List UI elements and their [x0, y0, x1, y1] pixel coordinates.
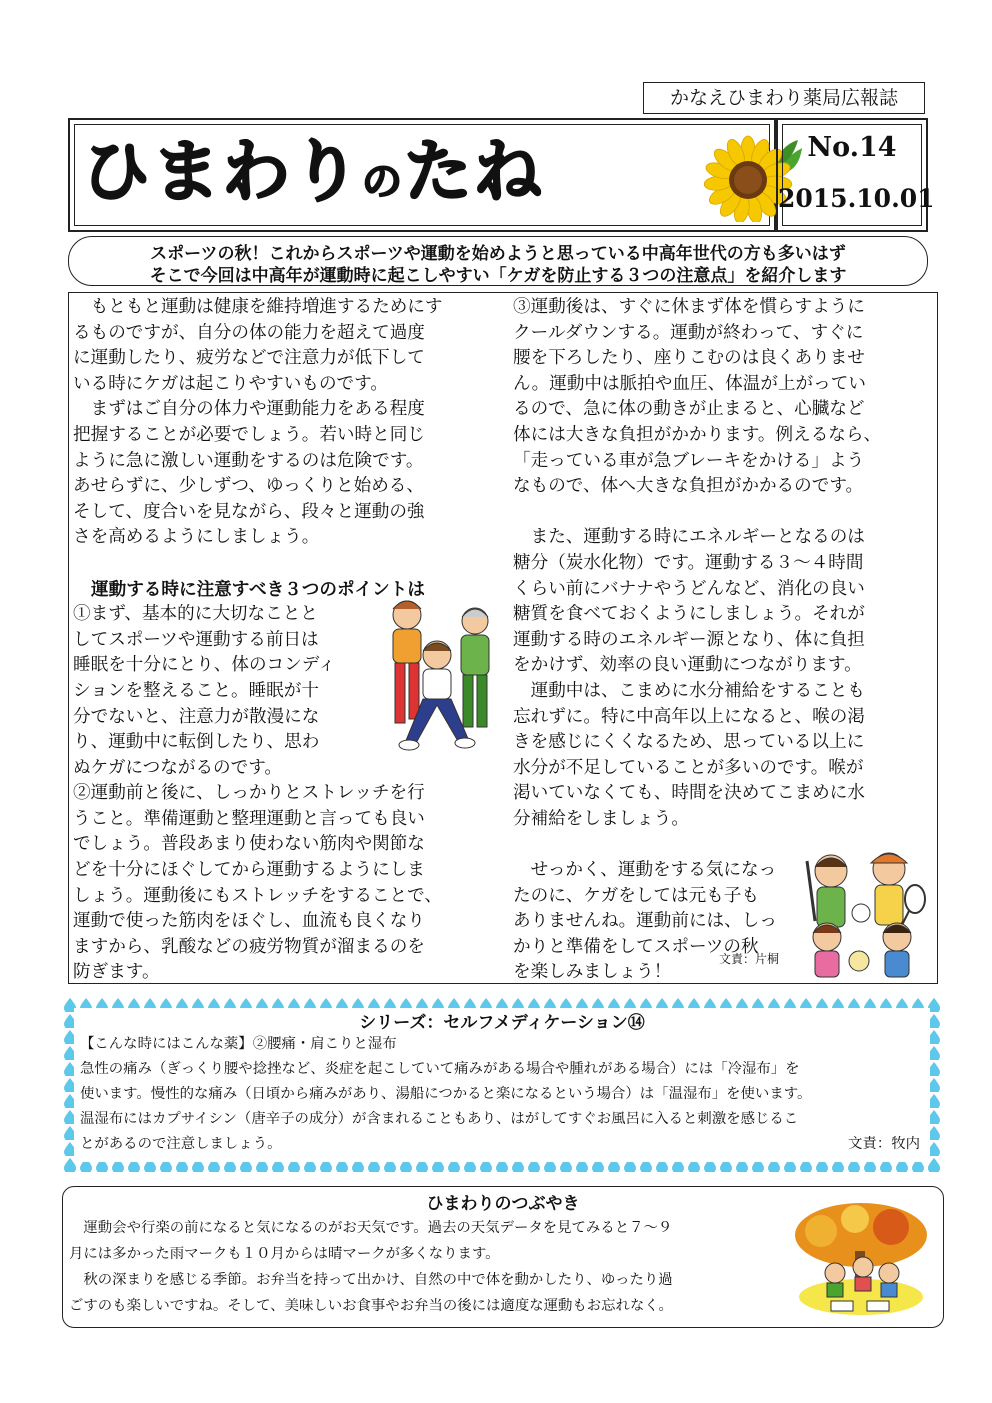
- point1-line: ションを整えること。睡眠が十: [73, 680, 319, 701]
- banner-line-1: スポーツの秋！これからスポーツや運動を始めようと思っている中高年世代の方も多いはず: [150, 244, 846, 264]
- tweet-line: 運動会や行楽の前になると気になるのがお天気です。過去の天気データを見てみると７～９: [69, 1220, 673, 1236]
- paragraph-line: あせらずに、少しずつ、ゆっくりと始める、: [73, 476, 424, 497]
- issue-box: [776, 118, 935, 232]
- closing-line: たのに、ケガをしては元も子も: [513, 885, 759, 906]
- publisher-label: かなえひまわり薬局広報誌: [643, 82, 925, 114]
- masthead: [68, 118, 776, 232]
- newsletter-title: ひまわりのたね: [82, 133, 545, 212]
- point1-line: 分でないと、注意力が散漫にな: [73, 706, 320, 727]
- himawari-tweet-box: [62, 1186, 944, 1328]
- article-credit: 文責：片桐: [719, 952, 780, 966]
- series-line: 【こんな時にはこんな薬】②腰痛・肩こりと湿布: [80, 1036, 397, 1052]
- series-credit: 文責：牧内: [848, 1136, 920, 1152]
- stretching-people-illustration: [365, 593, 505, 753]
- series-title: シリーズ：セルフメディケーション⑭: [359, 1013, 645, 1033]
- paragraph-line: また、運動する時にエネルギーとなるのは: [513, 527, 865, 548]
- self-medication-box: [62, 996, 942, 1174]
- point2-line: どを十分にほぐしてから運動するようにしま: [73, 860, 425, 881]
- point2-line: でしょう。普段あまり使わない筋肉や関節な: [73, 834, 425, 855]
- paragraph-line: なもので、体へ大きな負担がかかるのです。: [513, 476, 864, 497]
- point2-line: うこと。準備運動と整理運動と言っても良い: [73, 808, 425, 829]
- paragraph-line: をかけず、効率の良い運動につながります。: [513, 655, 862, 676]
- point2-line: ますから、乳酸などの疲労物質が溜まるのを: [73, 936, 425, 957]
- paragraph-line: もともと運動は健康を維持増進するためにす: [73, 297, 443, 317]
- closing-line: かりと準備をしてスポーツの秋: [513, 936, 759, 957]
- paragraph-line: 運動中は、こまめに水分補給をすることも: [513, 680, 865, 701]
- series-line: 使います。慢性的な痛み（日頃から痛みがあり、湯船につかると楽になるという場合）は「温湿布」を使います。: [80, 1086, 812, 1102]
- paragraph-line: るので、急に体の動きが止まると、心臓など: [513, 399, 865, 420]
- closing-line: ありませんね。運動前には、しっ: [513, 911, 777, 932]
- paragraph-line: くらい前にバナナやうどんなど、消化の良い: [513, 578, 865, 599]
- paragraph-line: 糖分（炭水化物）です。運動する３～４時間: [513, 552, 864, 573]
- points-heading: 運動する時に注意すべき３つのポイントは: [91, 578, 425, 600]
- intro-banner: [68, 236, 928, 286]
- autumn-picnic-illustration: [791, 1201, 931, 1319]
- tweet-line: ごすのも楽しいですね。そして、美味しいお食事やお弁当の後には適度な運動もお忘れなく。: [69, 1298, 673, 1314]
- tweet-body: [69, 1215, 673, 1319]
- tweet-line: 月には多かった雨マークも１０月からは晴マークが多くなります。: [69, 1246, 500, 1262]
- paragraph-line: クールダウンする。運動が終わって、すぐに: [513, 322, 864, 343]
- closing-line: を楽しみましょう！: [513, 962, 672, 983]
- point1-line: ①まず、基本的に大切なことと: [73, 604, 318, 625]
- paragraph-line: 腰を下ろしたり、座りこむのは良くありませ: [513, 348, 865, 369]
- issue-number: No.14: [807, 132, 897, 163]
- paragraph-line: ③運動後は、すぐに休まず体を慣らすように: [513, 297, 865, 317]
- closing-line: せっかく、運動をする気になっ: [513, 860, 777, 881]
- paragraph-line: 体には大きな負担がかかります。例えるなら、: [513, 424, 882, 445]
- paragraph-line: るものですが、自分の体の能力を超えて過度: [73, 322, 425, 343]
- paragraph-line: さを高めるようにしましょう。: [73, 527, 320, 548]
- point1-line: してスポーツや運動する前日は: [73, 629, 319, 650]
- paragraph-line: きを感じにくくなるため、思っている以上に: [513, 732, 865, 753]
- banner-line-2: そこで今回は中高年が運動時に起こしやすい「ケガを防止する３つの注意点」を紹介します: [149, 266, 847, 286]
- issue-date: 2015.10.01: [778, 184, 935, 213]
- paragraph-line: ん。運動中は脈拍や血圧、体温が上がってい: [513, 373, 866, 394]
- paragraph-line: 運動する時のエネルギー源となり、体に負担: [513, 629, 865, 650]
- paragraph-line: 水分が不足していることが多いのです。喉が: [513, 757, 864, 778]
- tweet-title: ひまわりのつぶやき: [426, 1194, 580, 1214]
- paragraph-line: そして、度合いを見ながら、段々と運動の強: [73, 501, 425, 522]
- series-body: [80, 1032, 811, 1157]
- point2-line: 運動で使った筋肉をほぐし、血流も良くなり: [73, 911, 425, 932]
- point2-line: しょう。運動後にもストレッチをすることで、: [73, 885, 442, 906]
- paragraph-line: 忘れずに。特に中高年以上になると、喉の渇: [513, 706, 865, 727]
- point2-line: 防ぎます。: [73, 962, 160, 983]
- paragraph-line: 把握することが必要でしょう。若い時と同じ: [73, 424, 425, 445]
- paragraph-line: まずはご自分の体力や運動能力をある程度: [73, 399, 425, 420]
- series-line: 温湿布にはカプサイシン（唐辛子の成分）が含まれることもあり、はがしてすぐお風呂に入ると刺激を感じるこ: [80, 1111, 799, 1127]
- tweet-line: 秋の深まりを感じる季節。お弁当を持って出かけ、自然の中で体を動かしたり、ゆったり過: [69, 1272, 673, 1288]
- sports-family-illustration: [797, 841, 929, 981]
- paragraph-line: ように急に激しい運動をするのは危険です。: [73, 450, 424, 471]
- series-line: とがあるので注意しましょう。: [80, 1136, 282, 1152]
- paragraph-line: 渇いていなくても、時間を決めてこまめに水: [513, 783, 865, 804]
- series-line: 急性の痛み（ぎっくり腰や捻挫など、炎症を起こしていて痛みがある場合や腫れがある場合）には「冷湿布」を: [80, 1061, 800, 1077]
- paragraph-line: 「走っている車が急ブレーキをかける」よう: [513, 450, 865, 471]
- paragraph-line: 糖質を食べておくようにしましょう。それが: [513, 604, 865, 625]
- point1-line: 睡眠を十分にとり、体のコンディ: [73, 655, 336, 676]
- point1-line: ぬケガにつながるのです。: [73, 757, 283, 778]
- main-article: [68, 292, 938, 984]
- point1-line: り、運動中に転倒したり、思わ: [73, 732, 320, 753]
- paragraph-line: いる時にケガは起こりやすいものです。: [73, 373, 388, 394]
- paragraph-line: 分補給をしましょう。: [513, 808, 689, 829]
- point2-line: ②運動前と後に、しっかりとストレッチを行: [73, 783, 425, 804]
- paragraph-line: に運動したり、疲労などで注意力が低下して: [73, 348, 425, 369]
